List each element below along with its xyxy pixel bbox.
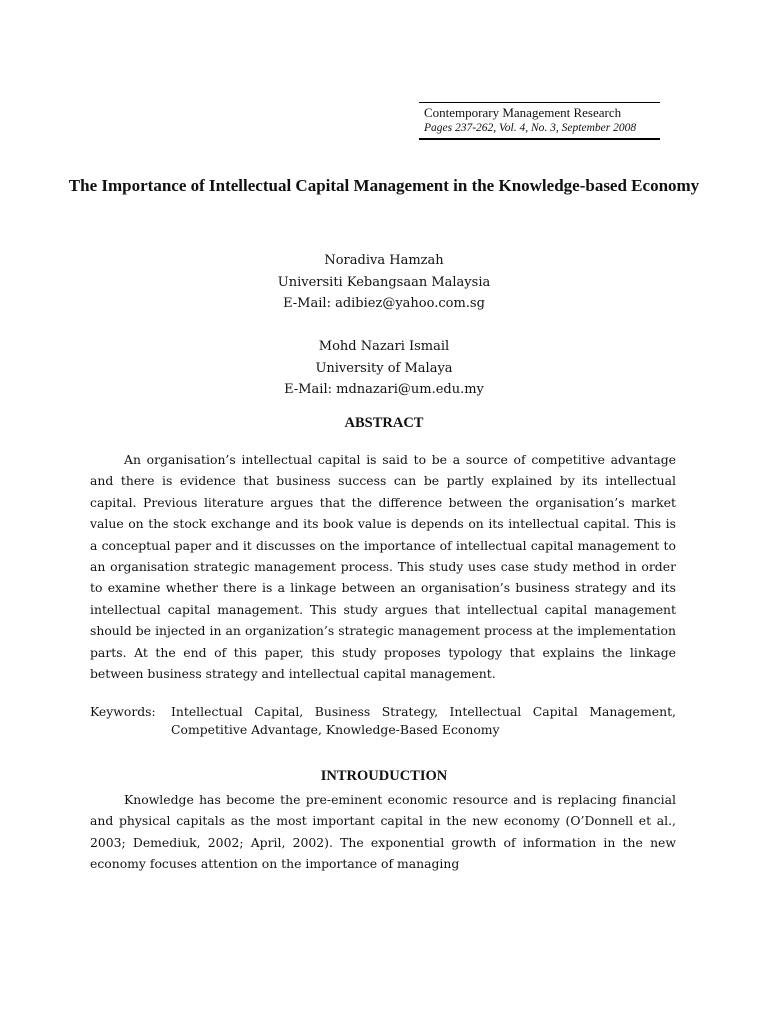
- author-block: [60, 250, 708, 315]
- journal-name: Contemporary Management Research: [424, 105, 622, 120]
- paper-title: The Importance of Intellectual Capital Management in the Knowledge-based Economy: [68, 176, 700, 195]
- keywords-list: Intellectual Capital, Business Strategy, Intellectual Capital Management, Competitive Advantage, Knowledge-Based Economy: [171, 704, 676, 737]
- journal-header: [419, 102, 660, 140]
- author-name: Mohd Nazari Ismail: [318, 339, 450, 354]
- introduction-heading: INTROUDUCTION: [320, 768, 448, 784]
- author-affiliation: University of Malaya: [315, 360, 453, 376]
- author-name: Noradiva Hamzah: [324, 253, 444, 268]
- abstract-text: An organisation’s intellectual capital is said to be a source of competitive advantage and there is evidence that business success can be partly explained by its intellectual capital. Previous literature argues that the difference between the organisation’s market value on the stock exchange and its book value is depends on its intellectual capital. This is a conceptual paper and it discusses on the importance of intellectual capital management to an organisation strategic management process. This study uses case study method in order to examine whether there is a linkage between an organisation’s business strategy and its intellectual capital management. This study argues that intellectual capital management should be injected in an organization’s strategic management process at the implementation parts. At the end of this paper, this study proposes typology that explains the linkage between business strategy and intellectual capital management.: [90, 452, 676, 682]
- abstract-heading: ABSTRACT: [344, 415, 424, 431]
- journal-pages-info: Pages 237-262, Vol. 4, No. 3, September 2008: [424, 122, 637, 134]
- introduction-text: Knowledge has become the pre-eminent economic resource and is replacing financial and physical capitals as the most important capital in the new economy (O’Donnell et al., 2003; Demediuk, 2002; April, 2002). The exponential growth of information in the new economy focuses attention on the importance of managing: [90, 792, 676, 872]
- author-email: E-Mail: mdnazari@um.edu.my: [284, 382, 484, 397]
- author-block: [60, 336, 708, 401]
- keywords-label: Keywords:: [90, 704, 156, 719]
- author-affiliation: Universiti Kebangsaan Malaysia: [277, 274, 491, 290]
- keywords: [90, 703, 676, 739]
- author-email: E-Mail: adibiez@yahoo.com.sg: [283, 296, 485, 311]
